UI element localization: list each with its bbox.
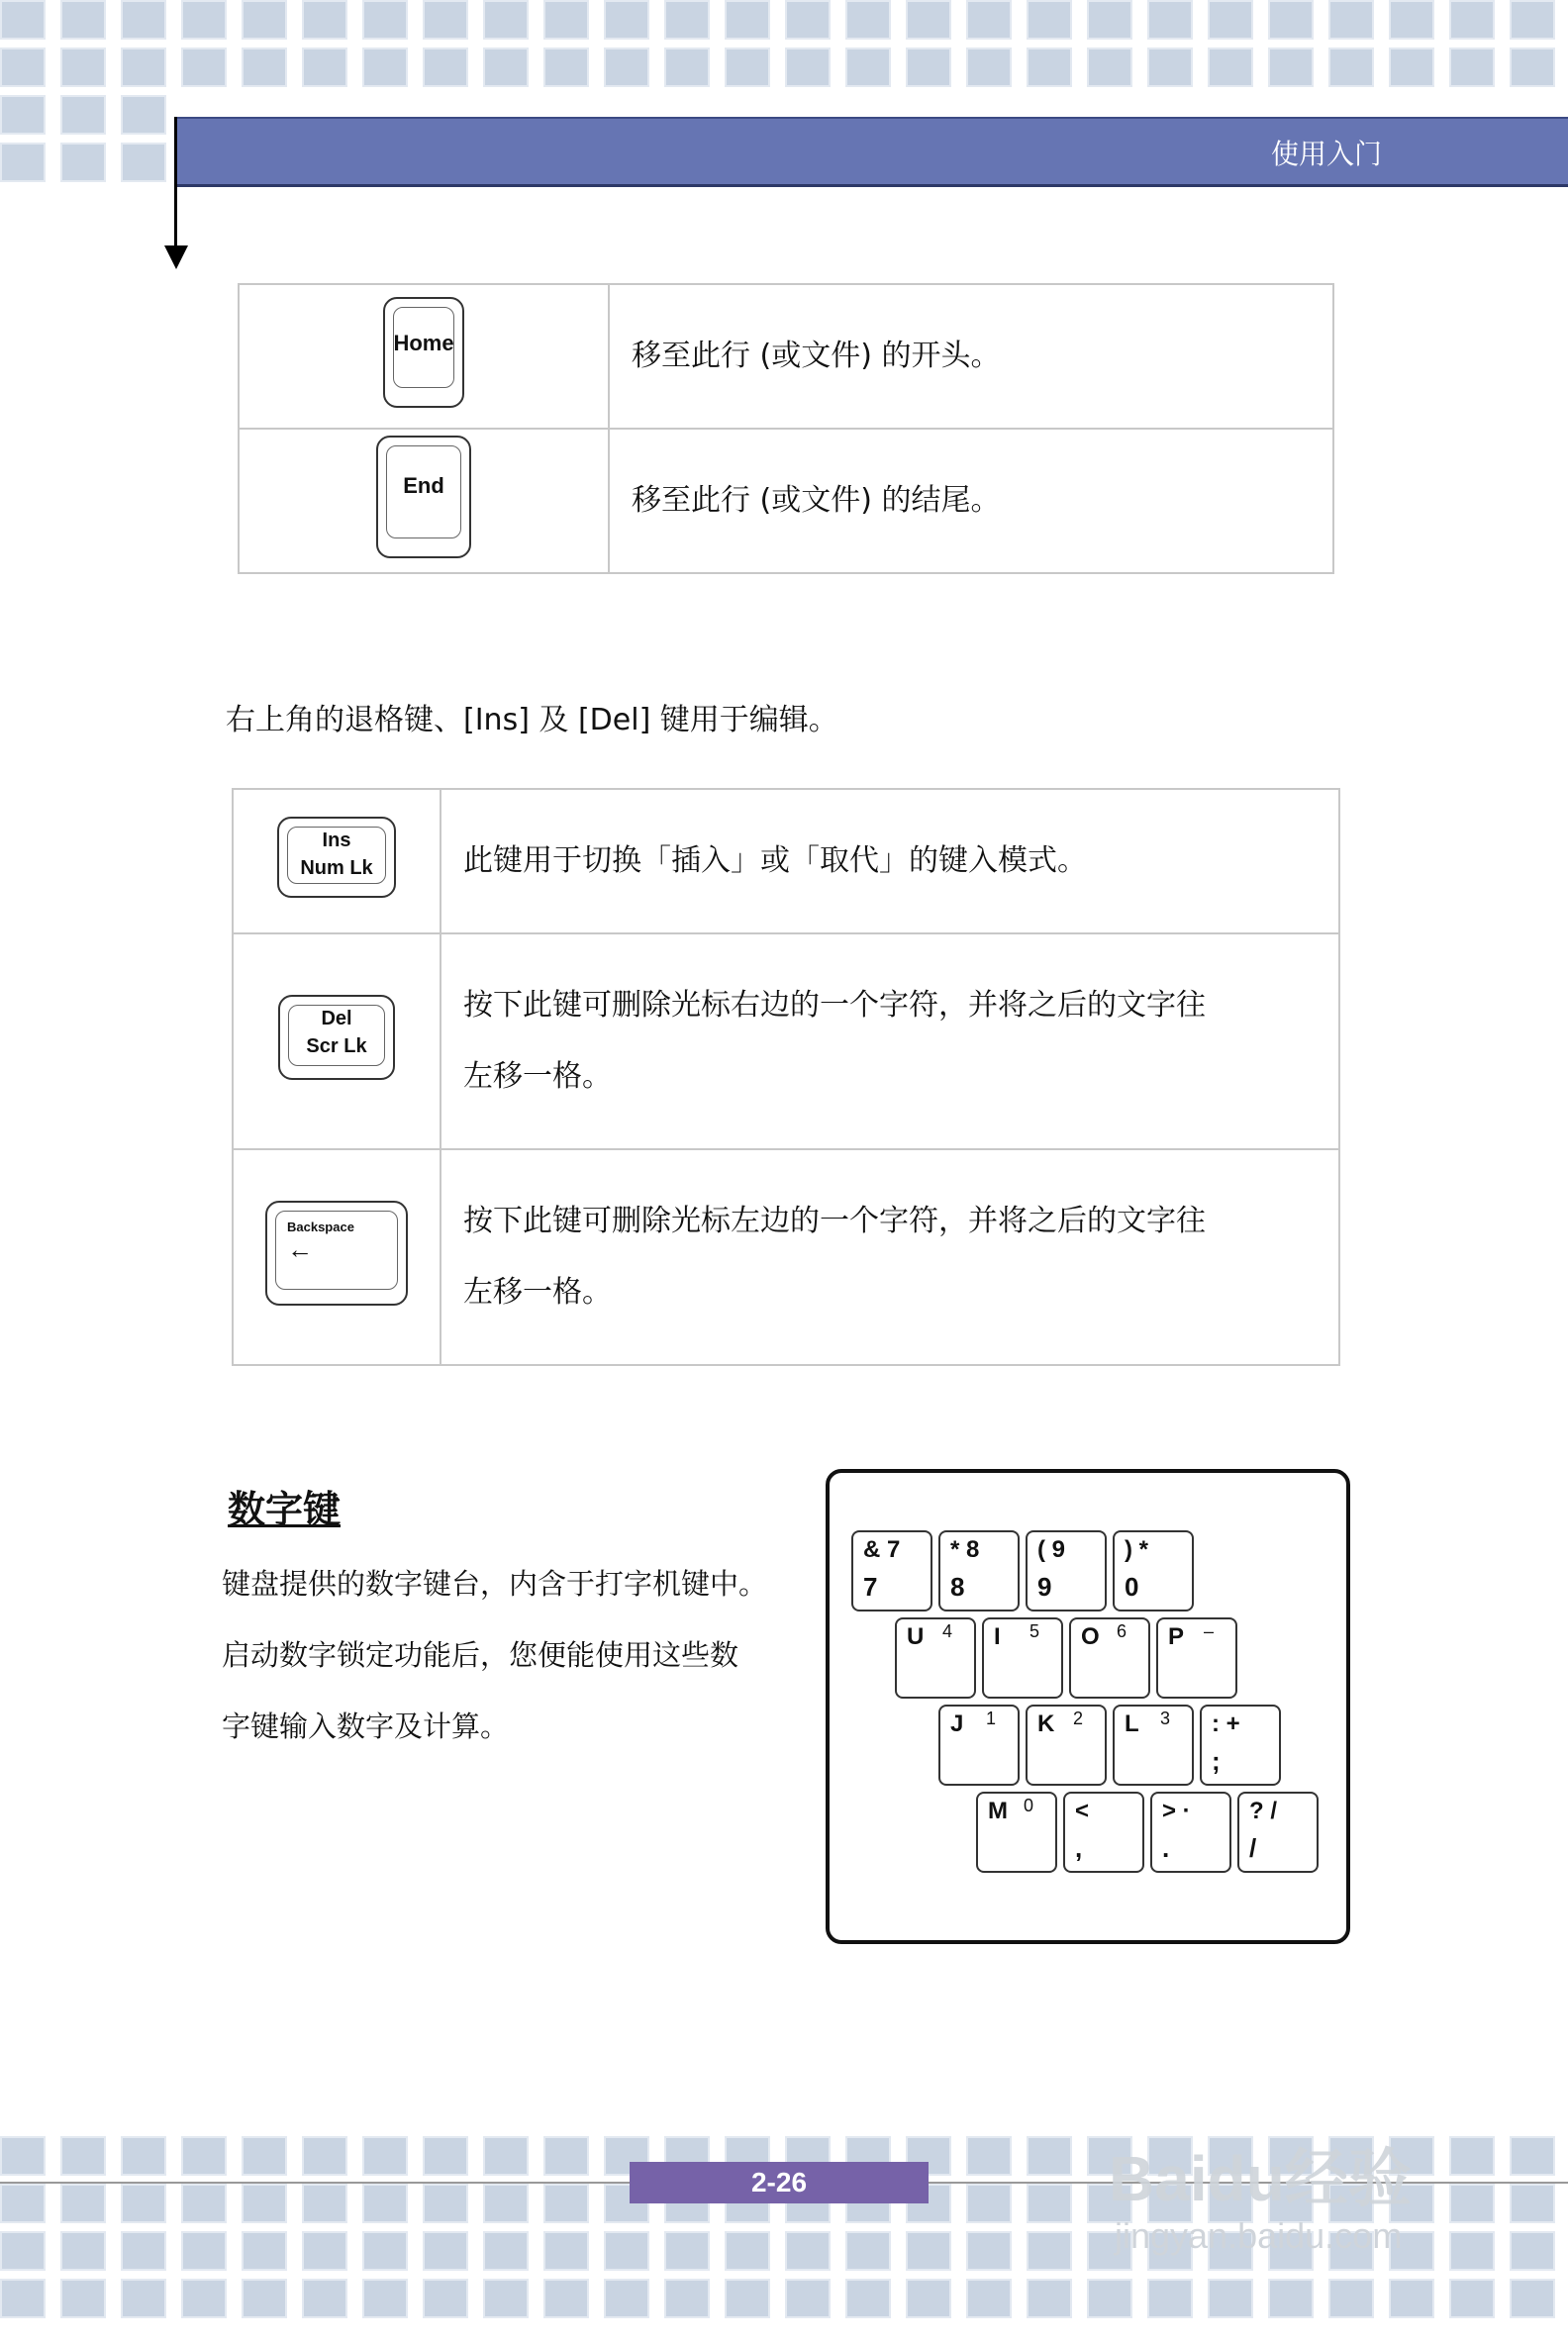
decorative-tile — [664, 2279, 710, 2318]
decorative-tile — [1087, 48, 1132, 87]
decorative-tile — [0, 143, 46, 182]
decorative-tile — [906, 2231, 951, 2271]
decorative-tile — [966, 2136, 1012, 2176]
decorative-tile — [725, 2279, 770, 2318]
decorative-tile — [604, 0, 649, 40]
decorative-tile — [362, 2279, 408, 2318]
decorative-tile — [60, 2136, 106, 2176]
decorative-tile — [60, 0, 106, 40]
decorative-tile — [1208, 48, 1253, 87]
decorative-tile — [242, 2184, 287, 2223]
decorative-tile — [423, 2136, 468, 2176]
decorative-tile — [302, 48, 347, 87]
decorative-tile — [60, 48, 106, 87]
decorative-tile — [483, 2279, 529, 2318]
table-row — [233, 789, 1339, 933]
keypad-key: > · . — [1150, 1792, 1231, 1873]
keypad-key: U 4 — [895, 1617, 976, 1699]
del-key-icon: Del Scr Lk — [278, 995, 395, 1080]
decorative-tile — [906, 0, 951, 40]
table-row — [239, 429, 1333, 573]
decorative-tile — [362, 2231, 408, 2271]
decorative-tile — [966, 2184, 1012, 2223]
keypad-key: ) * 0 — [1113, 1530, 1194, 1612]
decorative-tile — [242, 2279, 287, 2318]
decorative-tile — [604, 2279, 649, 2318]
keypad-key: ( 9 9 — [1026, 1530, 1107, 1612]
decorative-tile — [1510, 2136, 1555, 2176]
decorative-tile — [423, 2184, 468, 2223]
decorative-tile — [121, 95, 166, 135]
decorative-tile — [242, 2136, 287, 2176]
decorative-tile — [0, 2279, 46, 2318]
decorative-tile — [845, 2279, 891, 2318]
decorative-tile — [906, 2279, 951, 2318]
decorative-tile — [1449, 2279, 1495, 2318]
decorative-tile — [483, 2184, 529, 2223]
decorative-tile — [362, 0, 408, 40]
decorative-tile — [0, 48, 46, 87]
numeric-description: 键盘提供的数字键台，内含于打字机键中。 启动数字锁定功能后，您便能使用这些数 字键输入数字及计算。 — [222, 1567, 768, 1743]
decorative-tile — [121, 143, 166, 182]
header-bar — [176, 117, 1568, 187]
edit-keys-intro: 右上角的退格键、[Ins] 及 [Del] 键用于编辑。 — [226, 703, 838, 737]
decorative-tile — [966, 0, 1012, 40]
keypad-key: O 6 — [1069, 1617, 1150, 1699]
decorative-tile — [1208, 0, 1253, 40]
decorative-tile — [1328, 0, 1374, 40]
decorative-tile — [181, 0, 227, 40]
decorative-tile — [543, 2184, 589, 2223]
keypad-key: : + ; — [1200, 1705, 1281, 1786]
decorative-tile — [543, 0, 589, 40]
decorative-tile — [423, 2279, 468, 2318]
decorative-tile — [1027, 48, 1072, 87]
decorative-tile — [121, 0, 166, 40]
ins-description: 此键用于切换「插入」或「取代」的键入模式。 — [441, 789, 1339, 933]
decorative-tile — [1449, 2231, 1495, 2271]
decorative-tile — [845, 0, 891, 40]
decorative-tile — [845, 48, 891, 87]
decorative-tile — [785, 2231, 831, 2271]
decorative-tile — [1389, 48, 1434, 87]
decorative-tile — [423, 2231, 468, 2271]
decorative-tile — [1087, 0, 1132, 40]
decorative-tile — [302, 2279, 347, 2318]
decorative-tile — [725, 0, 770, 40]
decorative-tile — [1449, 48, 1495, 87]
decorative-tile — [60, 2231, 106, 2271]
home-description: 移至此行 (或文件) 的开头。 — [609, 284, 1333, 429]
edit-keys-table — [232, 788, 1340, 1366]
header-vertical-line — [174, 117, 177, 249]
decorative-tile — [181, 2136, 227, 2176]
decorative-tile — [1510, 48, 1555, 87]
decorative-tile — [483, 48, 529, 87]
decorative-tile — [1449, 0, 1495, 40]
keypad-key: K 2 — [1026, 1705, 1107, 1786]
decorative-tile — [1510, 2231, 1555, 2271]
decorative-tile — [543, 2279, 589, 2318]
decorative-tile — [543, 2231, 589, 2271]
decorative-tile — [362, 48, 408, 87]
backspace-key-icon: Backspace ← — [265, 1201, 408, 1306]
decorative-tile — [604, 48, 649, 87]
decorative-tile — [121, 2136, 166, 2176]
numeric-section-title: 数字键 — [228, 1488, 342, 1531]
keypad-key: ? / / — [1237, 1792, 1319, 1873]
decorative-tile — [725, 2231, 770, 2271]
end-description: 移至此行 (或文件) 的结尾。 — [609, 429, 1333, 573]
decorative-tile — [121, 2279, 166, 2318]
header-title: 使用入门 — [1270, 138, 1382, 170]
decorative-tile — [543, 2136, 589, 2176]
decorative-tile — [0, 2136, 46, 2176]
keypad-key: < , — [1063, 1792, 1144, 1873]
decorative-tile — [1027, 0, 1072, 40]
decorative-tile — [0, 0, 46, 40]
table-row — [233, 933, 1339, 1149]
table-row — [239, 284, 1333, 429]
ins-key-icon: Ins Num Lk — [277, 817, 396, 898]
decorative-tile — [966, 2231, 1012, 2271]
decorative-tile — [1510, 2184, 1555, 2223]
decorative-tile — [1208, 2279, 1253, 2318]
decorative-tile — [1449, 2136, 1495, 2176]
decorative-tile — [181, 48, 227, 87]
watermark-url: jingyan.baidu.com — [1115, 2215, 1403, 2256]
decorative-tile — [302, 2136, 347, 2176]
decorative-tile — [121, 2184, 166, 2223]
decorative-tile — [121, 48, 166, 87]
decorative-tile — [423, 0, 468, 40]
decorative-tile — [1449, 2184, 1495, 2223]
decorative-tile — [1510, 0, 1555, 40]
decorative-tile — [725, 48, 770, 87]
decorative-tile — [60, 143, 106, 182]
decorative-tile — [1328, 2279, 1374, 2318]
arrow-down-icon — [164, 245, 188, 269]
decorative-tile — [785, 48, 831, 87]
decorative-tile — [302, 0, 347, 40]
decorative-tile — [1027, 2184, 1072, 2223]
decorative-tile — [966, 2279, 1012, 2318]
home-end-table — [238, 283, 1334, 574]
decorative-tile — [1147, 48, 1193, 87]
decorative-tile — [1389, 0, 1434, 40]
decorative-tile — [1087, 2279, 1132, 2318]
decorative-tile — [543, 48, 589, 87]
decorative-tile — [604, 2231, 649, 2271]
keypad-key: & 7 7 — [851, 1530, 932, 1612]
home-key-icon: Home — [383, 297, 464, 408]
decorative-tile — [60, 2279, 106, 2318]
decorative-tile — [785, 2279, 831, 2318]
decorative-tile — [181, 2184, 227, 2223]
keypad-key: J 1 — [938, 1705, 1020, 1786]
del-description: 按下此键可删除光标右边的一个字符，并将之后的文字往 左移一格。 — [441, 933, 1339, 1149]
decorative-tile — [1147, 0, 1193, 40]
decorative-tile — [242, 0, 287, 40]
decorative-tile — [302, 2184, 347, 2223]
decorative-tile — [1268, 2279, 1314, 2318]
decorative-tile — [242, 48, 287, 87]
decorative-tile — [483, 0, 529, 40]
decorative-tile — [1268, 48, 1314, 87]
keypad-key: M 0 — [976, 1792, 1057, 1873]
decorative-tile — [121, 2231, 166, 2271]
decorative-tile — [423, 48, 468, 87]
decorative-tile — [1328, 48, 1374, 87]
decorative-tile — [0, 95, 46, 135]
decorative-tile — [0, 2184, 46, 2223]
decorative-tile — [181, 2279, 227, 2318]
decorative-tile — [483, 2136, 529, 2176]
decorative-tile — [60, 95, 106, 135]
decorative-tile — [483, 2231, 529, 2271]
decorative-tile — [845, 2231, 891, 2271]
decorative-tile — [0, 2231, 46, 2271]
decorative-tile — [664, 0, 710, 40]
decorative-tile — [60, 2184, 106, 2223]
decorative-tile — [1147, 2279, 1193, 2318]
decorative-tile — [906, 48, 951, 87]
table-row — [233, 1149, 1339, 1365]
keypad-key: P – — [1156, 1617, 1237, 1699]
decorative-tile — [362, 2184, 408, 2223]
decorative-tile — [242, 2231, 287, 2271]
decorative-tile — [302, 2231, 347, 2271]
decorative-tile — [1027, 2136, 1072, 2176]
decorative-tile — [1268, 0, 1314, 40]
decorative-tile — [362, 2136, 408, 2176]
numeric-keypad-illustration — [826, 1469, 1350, 1944]
decorative-tile — [966, 48, 1012, 87]
page-number: 2-26 — [630, 2162, 929, 2203]
decorative-tile — [664, 48, 710, 87]
watermark-logo: Baidu经验 — [1109, 2143, 1412, 2214]
decorative-tile — [1389, 2279, 1434, 2318]
keypad-key: L 3 — [1113, 1705, 1194, 1786]
end-key-icon: End — [376, 436, 471, 558]
decorative-tile — [785, 0, 831, 40]
keypad-key: * 8 8 — [938, 1530, 1020, 1612]
decorative-tile — [181, 2231, 227, 2271]
keypad-key: I 5 — [982, 1617, 1063, 1699]
decorative-tile — [664, 2231, 710, 2271]
decorative-tile — [1027, 2279, 1072, 2318]
backspace-description: 按下此键可删除光标左边的一个字符，并将之后的文字往 左移一格。 — [441, 1149, 1339, 1365]
decorative-tile — [1510, 2279, 1555, 2318]
decorative-tile — [1027, 2231, 1072, 2271]
